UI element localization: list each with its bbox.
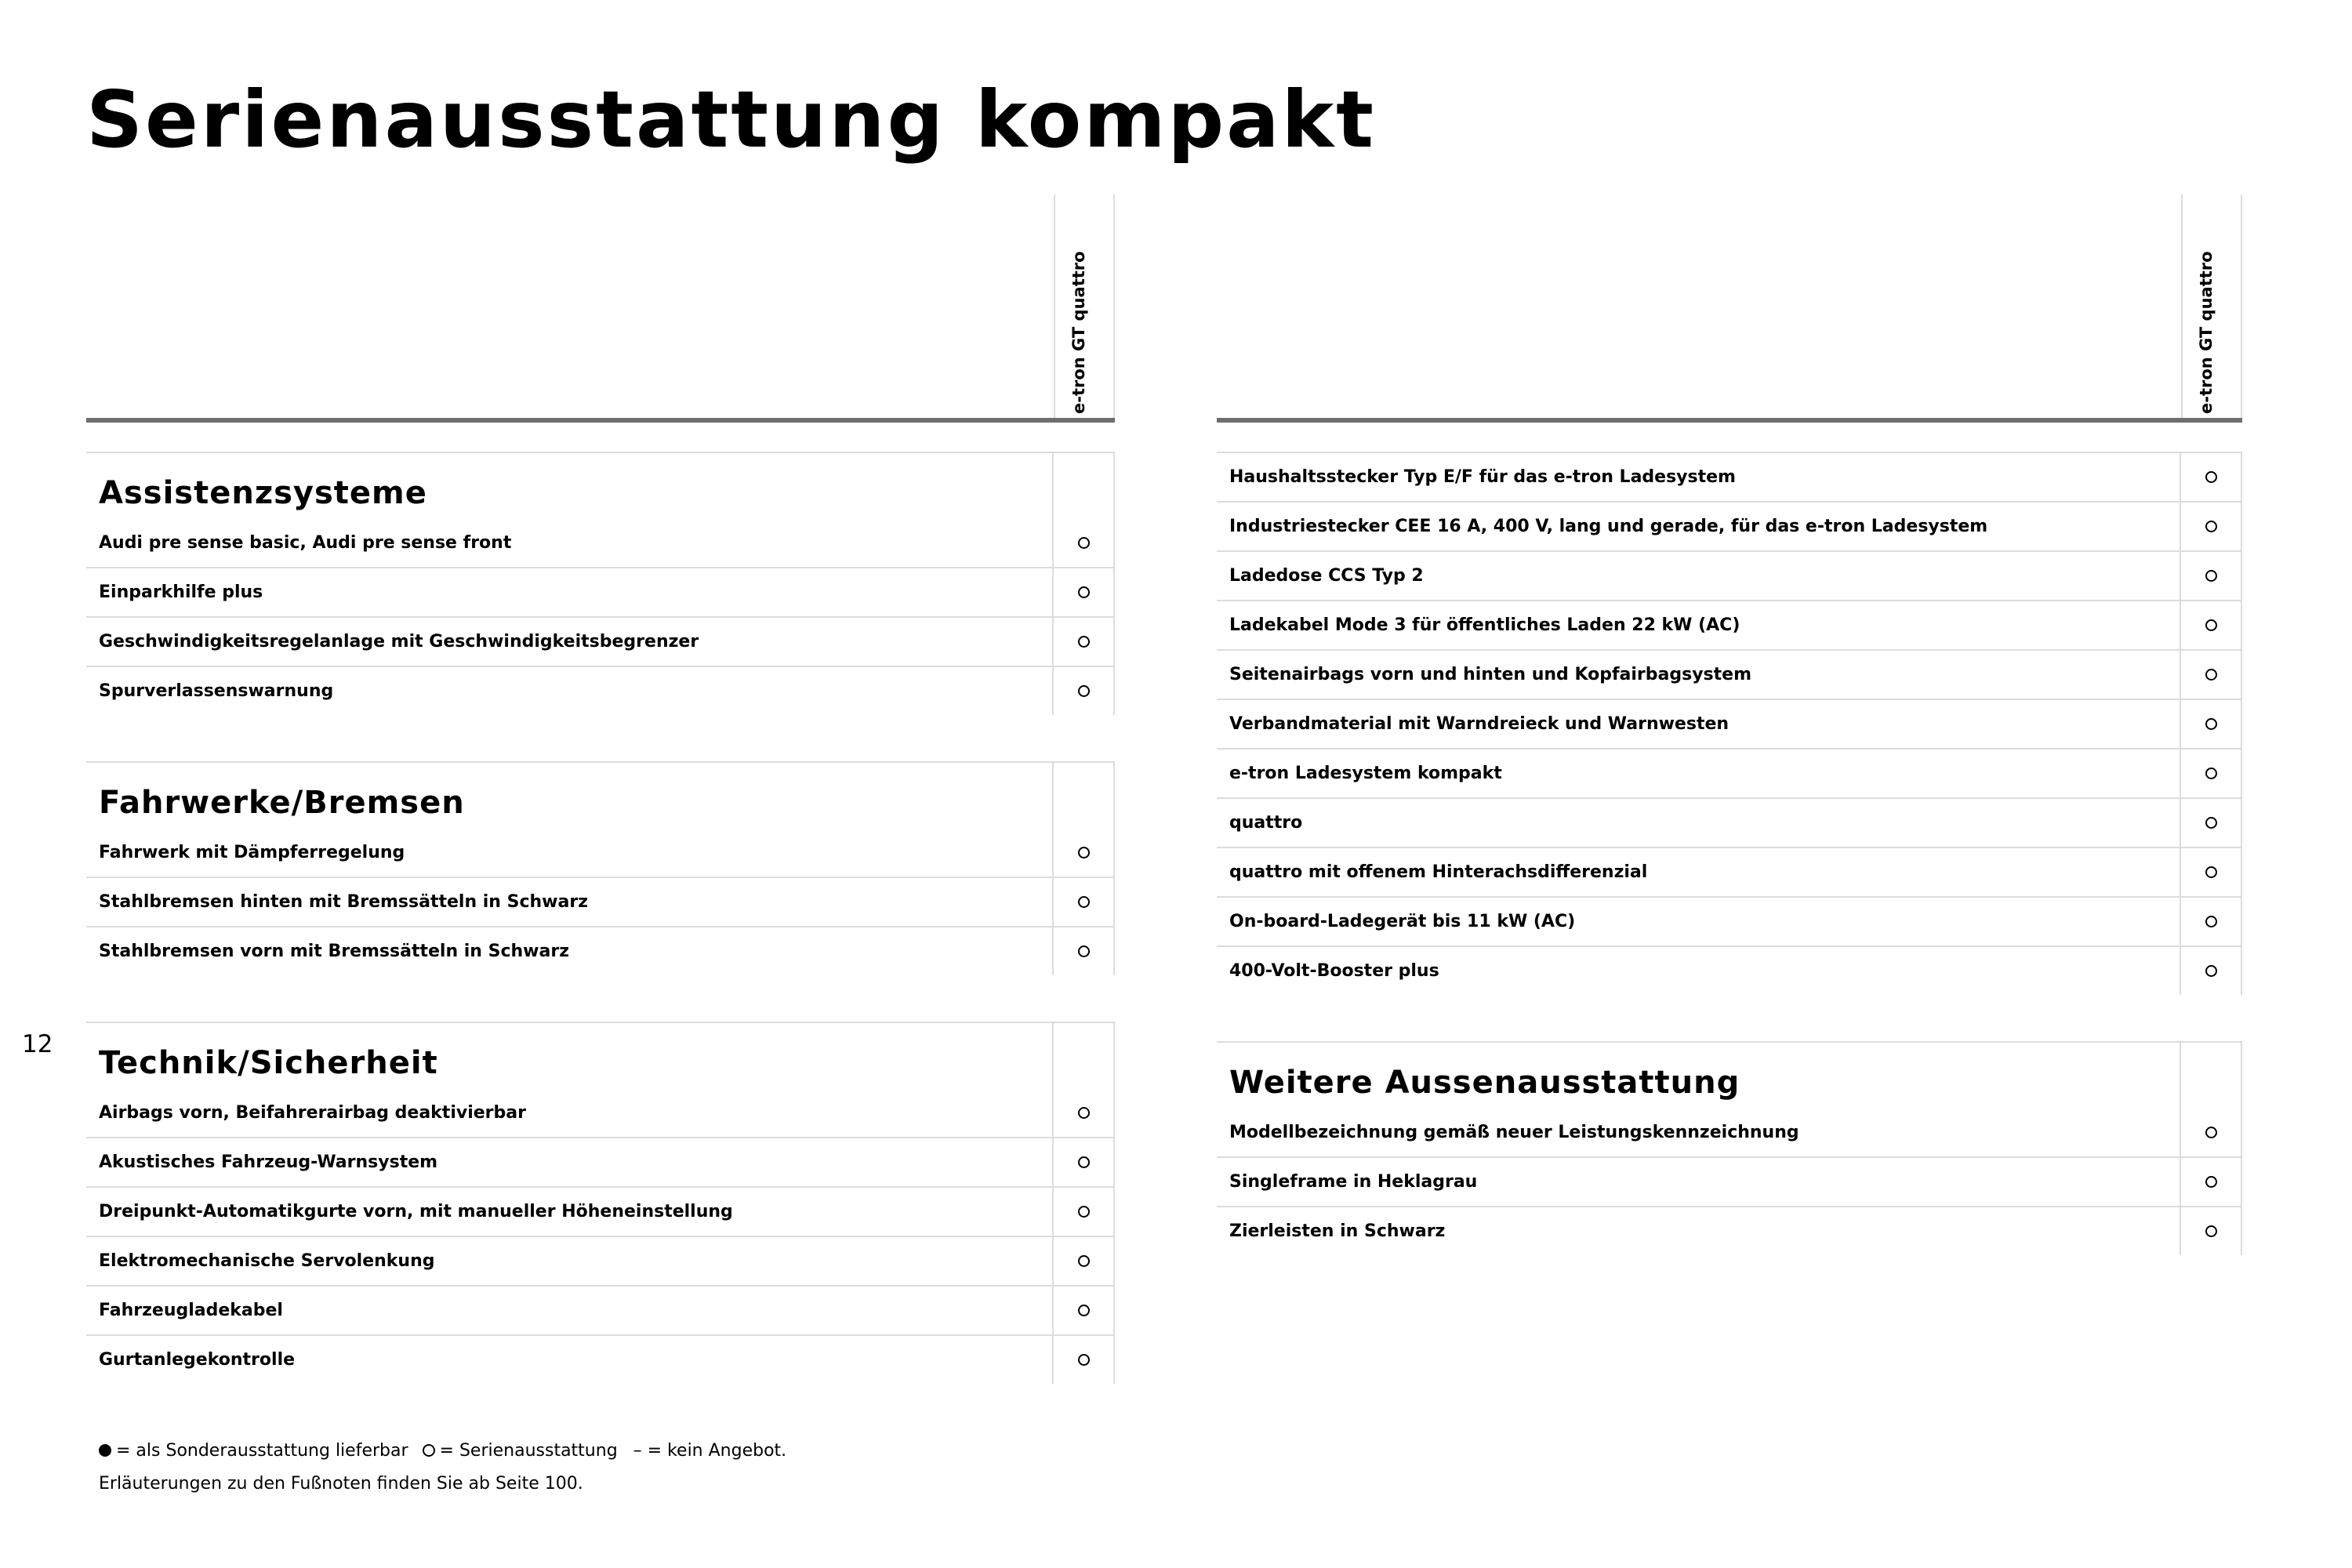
standard-circle-icon	[1078, 1255, 1090, 1267]
right-sections	[1217, 452, 2242, 1255]
page-title: Serienausstattung kompakt	[86, 74, 1376, 165]
feature-section	[86, 452, 1115, 715]
feature-row	[1217, 1158, 2242, 1207]
section-header-row	[86, 1023, 1115, 1089]
standard-circle-icon	[2205, 916, 2217, 927]
standard-circle-icon	[2205, 619, 2217, 631]
mark-cell	[1052, 1287, 1115, 1334]
standard-circle-icon	[1078, 586, 1090, 598]
standard-circle-icon	[2205, 669, 2217, 681]
standard-circle-icon	[1078, 1156, 1090, 1168]
feature-section	[86, 761, 1115, 975]
section-heading: Technik/Sicherheit	[99, 1045, 438, 1081]
feature-row	[86, 1188, 1115, 1237]
mark-cell	[2180, 848, 2242, 896]
mark-cell	[1052, 878, 1115, 926]
standard-circle-icon	[1078, 636, 1090, 648]
standard-circle-icon	[2205, 1176, 2217, 1188]
standard-circle-icon	[1078, 1305, 1090, 1316]
standard-circle-icon	[2205, 768, 2217, 779]
mark-cell	[1052, 568, 1115, 616]
feature-row	[1217, 898, 2242, 947]
feature-label: Akustisches Fahrzeug-Warnsystem	[99, 1152, 438, 1172]
feature-label: Seitenairbags vorn und hinten und Kopfairbagsystem	[1229, 665, 1752, 684]
feature-label: 400-Volt-Booster plus	[1229, 961, 1439, 981]
standard-circle-icon	[1078, 1354, 1090, 1366]
standard-circle-icon	[1078, 685, 1090, 697]
mark-cell	[1052, 618, 1115, 666]
legend	[99, 1435, 786, 1501]
feature-label: Fahrwerk mit Dämpferregelung	[99, 843, 405, 862]
feature-label: Industriestecker CEE 16 A, 400 V, lang und gerade, für das e-tron Ladesystem	[1229, 517, 1988, 536]
feature-label: Gurtanlegekontrolle	[99, 1350, 296, 1370]
feature-section	[1217, 1041, 2242, 1255]
column-divider	[1113, 194, 1115, 418]
feature-label: quattro	[1229, 813, 1303, 833]
feature-row	[1217, 700, 2242, 750]
feature-label: Ladedose CCS Typ 2	[1229, 566, 1424, 586]
mark-cell	[2180, 947, 2242, 995]
feature-label: quattro mit offenem Hinterachsdifferenzial	[1229, 862, 1648, 882]
feature-row	[86, 927, 1115, 975]
feature-label: Elektromechanische Servolenkung	[99, 1251, 435, 1271]
feature-row	[1217, 947, 2242, 995]
legend-footnote: Erläuterungen zu den Fußnoten finden Sie ab Seite 100.	[99, 1474, 583, 1494]
standard-circle-icon	[1078, 847, 1090, 858]
legend-none: = kein Angebot.	[647, 1441, 787, 1461]
left-sections	[86, 452, 1115, 1384]
feature-label: Audi pre sense basic, Audi pre sense front	[99, 533, 512, 553]
feature-row	[86, 829, 1115, 878]
section-header-row	[1217, 1043, 2242, 1109]
feature-label: Fahrzeugladekabel	[99, 1301, 283, 1320]
standard-circle-icon	[2205, 1127, 2217, 1138]
mark-cell	[1052, 1237, 1115, 1285]
standard-circle-icon	[1078, 946, 1090, 957]
feature-section	[86, 1022, 1115, 1384]
feature-row	[1217, 503, 2242, 552]
mark-cell	[2180, 1043, 2242, 1109]
mark-cell	[1052, 927, 1115, 975]
section-heading: Weitere Aussenausstattung	[1229, 1065, 1740, 1101]
feature-row	[1217, 750, 2242, 799]
mark-cell	[1052, 1138, 1115, 1186]
feature-row	[1217, 848, 2242, 898]
feature-label: Zierleisten in Schwarz	[1229, 1221, 1446, 1241]
column-header-label: e-tron GT quattro	[1069, 251, 1088, 414]
standard-circle-icon	[2205, 817, 2217, 829]
feature-label: On-board-Ladegerät bis 11 kW (AC)	[1229, 912, 1576, 931]
section-heading: Fahrwerke/Bremsen	[99, 785, 465, 821]
open-circle-icon	[423, 1444, 435, 1457]
mark-cell	[1052, 453, 1115, 519]
feature-label: Verbandmaterial mit Warndreieck und Warnwesten	[1229, 714, 1730, 734]
legend-standard: = Serienausstattung	[439, 1441, 618, 1461]
feature-section	[1217, 452, 2242, 995]
feature-row	[86, 618, 1115, 667]
mark-cell	[1052, 667, 1115, 715]
feature-row	[86, 1336, 1115, 1384]
page-number: 12	[22, 1030, 53, 1058]
feature-row	[1217, 601, 2242, 651]
left-table	[86, 194, 1115, 1384]
feature-row	[1217, 552, 2242, 601]
feature-row	[86, 667, 1115, 715]
mark-cell	[2180, 1158, 2242, 1206]
feature-row	[86, 1287, 1115, 1336]
legend-optional: = als Sonderausstattung lieferbar	[116, 1441, 408, 1461]
filled-circle-icon	[99, 1444, 111, 1457]
feature-row	[86, 1237, 1115, 1287]
feature-row	[1217, 651, 2242, 700]
mark-cell	[2180, 700, 2242, 748]
column-divider	[2181, 194, 2183, 418]
right-table	[1217, 194, 2242, 1255]
mark-cell	[2180, 898, 2242, 946]
standard-circle-icon	[2205, 718, 2217, 730]
mark-cell	[2180, 750, 2242, 797]
mark-cell	[2180, 503, 2242, 550]
feature-row	[86, 519, 1115, 568]
mark-cell	[2180, 552, 2242, 600]
feature-label: Stahlbremsen vorn mit Bremssätteln in Schwarz	[99, 942, 570, 961]
standard-circle-icon	[2205, 471, 2217, 483]
feature-label: Ladekabel Mode 3 für öffentliches Laden 22 kW (AC)	[1229, 615, 1740, 635]
feature-label: e-tron Ladesystem kompakt	[1229, 764, 1502, 783]
feature-row	[86, 1138, 1115, 1188]
mark-cell	[2180, 1207, 2242, 1255]
feature-label: Geschwindigkeitsregelanlage mit Geschwindigkeitsbegrenzer	[99, 632, 699, 652]
mark-cell	[2180, 799, 2242, 847]
mark-cell	[1052, 763, 1115, 829]
mark-cell	[1052, 1336, 1115, 1384]
feature-row	[86, 878, 1115, 927]
standard-circle-icon	[2205, 866, 2217, 878]
feature-row	[1217, 1109, 2242, 1158]
section-header-row	[86, 453, 1115, 519]
section-header-row	[86, 763, 1115, 829]
standard-circle-icon	[1078, 1107, 1090, 1119]
feature-row	[1217, 799, 2242, 848]
feature-row	[1217, 1207, 2242, 1255]
right-table-header	[1217, 194, 2242, 423]
mark-cell	[1052, 1188, 1115, 1236]
mark-cell	[2180, 1109, 2242, 1156]
mark-cell	[1052, 1023, 1115, 1089]
feature-label: Stahlbremsen hinten mit Bremssätteln in Schwarz	[99, 892, 589, 912]
feature-label: Modellbezeichnung gemäß neuer Leistungskennzeichnung	[1229, 1123, 1799, 1142]
section-heading: Assistenzsysteme	[99, 475, 427, 511]
legend-line	[99, 1435, 786, 1468]
feature-label: Singleframe in Heklagrau	[1229, 1172, 1478, 1192]
standard-circle-icon	[1078, 896, 1090, 908]
feature-label: Spurverlassenswarnung	[99, 681, 334, 701]
feature-row	[86, 568, 1115, 618]
mark-cell	[2180, 651, 2242, 699]
dash-symbol: –	[633, 1441, 642, 1461]
standard-circle-icon	[1078, 1206, 1090, 1218]
column-header-label: e-tron GT quattro	[2197, 251, 2216, 414]
feature-row	[1217, 453, 2242, 503]
column-divider	[2241, 194, 2242, 418]
feature-label: Airbags vorn, Beifahrerairbag deaktivierbar	[99, 1103, 526, 1123]
mark-cell	[2180, 453, 2242, 501]
mark-cell	[1052, 1089, 1115, 1137]
mark-cell	[2180, 601, 2242, 649]
mark-cell	[1052, 829, 1115, 877]
left-table-header	[86, 194, 1115, 423]
feature-label: Dreipunkt-Automatikgurte vorn, mit manueller Höheneinstellung	[99, 1202, 733, 1221]
feature-label: Haushaltsstecker Typ E/F für das e-tron Ladesystem	[1229, 467, 1736, 487]
column-divider	[1054, 194, 1055, 418]
mark-cell	[1052, 519, 1115, 567]
standard-circle-icon	[1078, 537, 1090, 549]
standard-circle-icon	[2205, 570, 2217, 582]
standard-circle-icon	[2205, 1225, 2217, 1237]
standard-circle-icon	[2205, 521, 2217, 532]
standard-circle-icon	[2205, 965, 2217, 977]
feature-label: Einparkhilfe plus	[99, 583, 263, 602]
feature-row	[86, 1089, 1115, 1138]
